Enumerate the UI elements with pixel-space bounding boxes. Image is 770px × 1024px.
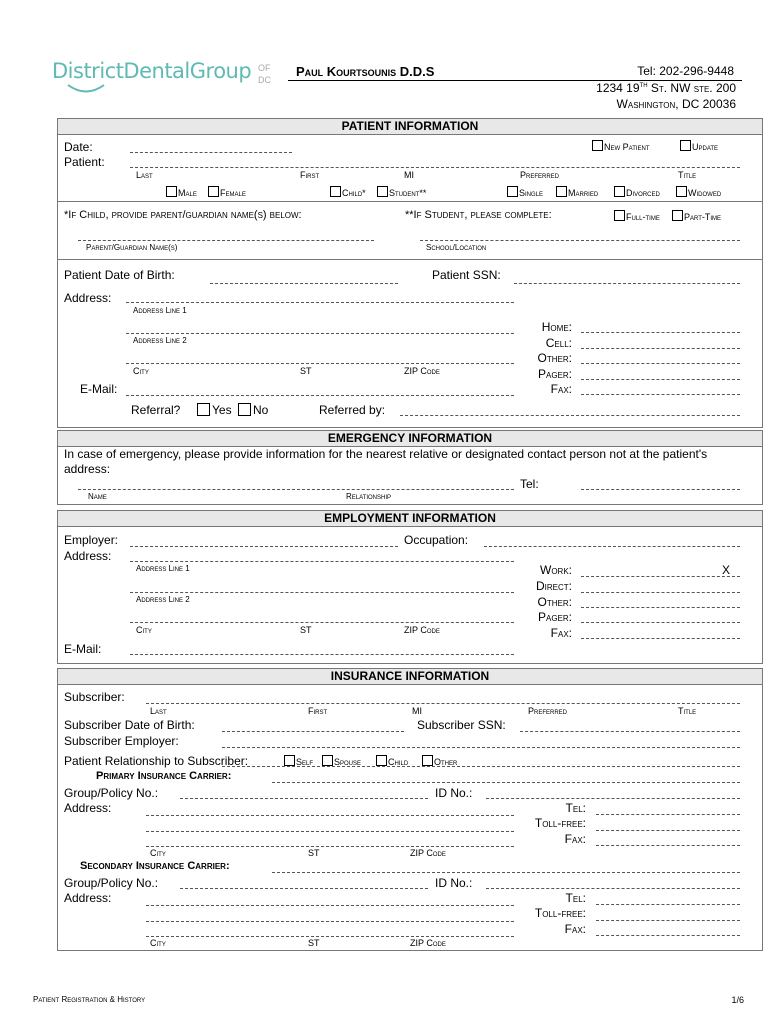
- widowed-checkbox[interactable]: Widowed: [676, 186, 721, 198]
- emergency-info-header: EMERGENCY INFORMATION: [57, 430, 763, 447]
- referral-label: Referral?: [131, 403, 181, 417]
- home-phone-field[interactable]: [581, 332, 740, 333]
- doctor-name: Paul Kourtsounis D.D.S: [296, 64, 435, 79]
- employment-info-header: EMPLOYMENT INFORMATION: [57, 510, 763, 527]
- referral-yes-checkbox[interactable]: Yes: [197, 403, 232, 417]
- rel-self-checkbox[interactable]: Self: [284, 755, 313, 767]
- guardian-field[interactable]: [78, 240, 374, 241]
- sub-mi-label: MI: [412, 706, 422, 716]
- employer-pager-field[interactable]: [581, 622, 740, 623]
- employer-label: Employer:: [64, 533, 119, 547]
- primary-address-line1-field[interactable]: [146, 815, 514, 816]
- patient-label: Patient:: [64, 155, 105, 169]
- direct-phone-field[interactable]: [581, 592, 740, 593]
- secondary-address-line1-field[interactable]: [146, 905, 514, 906]
- rel-other-checkbox[interactable]: Other: [422, 755, 457, 767]
- primary-group-field[interactable]: [180, 798, 428, 799]
- name-last-label: Last: [136, 170, 153, 180]
- primary-carrier-label: Primary Insurance Carrier:: [96, 770, 232, 782]
- logo-of: OF: [258, 63, 271, 73]
- name-preferred-label: Preferred: [520, 170, 560, 180]
- secondary-address-line3-field[interactable]: [146, 936, 514, 937]
- primary-tel-field[interactable]: [596, 814, 740, 815]
- city-state-zip-field[interactable]: [126, 363, 514, 364]
- subscriber-label: Subscriber:: [64, 690, 125, 704]
- married-checkbox[interactable]: Married: [556, 186, 598, 198]
- footer-title: Patient Registration & History: [33, 995, 146, 1004]
- emergency-name-field[interactable]: [78, 489, 514, 490]
- insurance-info-header: INSURANCE INFORMATION: [57, 668, 763, 685]
- city-label: City: [133, 366, 149, 376]
- primary-tollfree-field[interactable]: [596, 830, 740, 831]
- secondary-tel-label: Tel:: [565, 891, 586, 905]
- home-label: Home:: [541, 320, 572, 334]
- st-label: ST: [300, 366, 312, 376]
- sub-dob-field[interactable]: [222, 731, 404, 732]
- primary-fax-field[interactable]: [596, 845, 740, 846]
- primary-id-label: ID No.:: [435, 786, 473, 800]
- logo-smile-icon: [66, 82, 106, 96]
- full-time-checkbox[interactable]: Full-time: [614, 210, 660, 222]
- female-checkbox[interactable]: Female: [208, 186, 246, 198]
- dob-label: Patient Date of Birth:: [64, 268, 175, 282]
- dob-field[interactable]: [210, 283, 398, 284]
- secondary-tollfree-field[interactable]: [596, 920, 740, 921]
- pager-label: Pager:: [537, 367, 572, 381]
- patient-name-field[interactable]: [130, 167, 740, 168]
- secondary-st-label: ST: [308, 938, 320, 948]
- email-label: E-Mail:: [80, 382, 118, 396]
- patient-info-header: PATIENT INFORMATION: [57, 118, 763, 135]
- page-number: 1/6: [731, 995, 744, 1005]
- secondary-fax-label: Fax:: [564, 922, 586, 936]
- school-field[interactable]: [420, 240, 740, 241]
- fax-field[interactable]: [581, 394, 740, 395]
- employer-fax-label: Fax:: [550, 626, 572, 640]
- primary-address-line3-field[interactable]: [146, 846, 514, 847]
- logo-text: DistrictDentalGroup: [52, 59, 252, 83]
- subscriber-name-field[interactable]: [146, 703, 740, 704]
- employer-address-line1-label: Address Line 1: [136, 564, 190, 573]
- secondary-fax-field[interactable]: [596, 935, 740, 936]
- if-child-note: *If Child, provide parent/guardian name(s) below:: [64, 209, 302, 221]
- employer-address-label: Address:: [64, 549, 112, 563]
- emergency-tel-label: Tel:: [520, 477, 539, 491]
- rel-child-checkbox[interactable]: Child: [376, 755, 408, 767]
- name-first-label: First: [300, 170, 320, 180]
- secondary-id-field[interactable]: [486, 888, 740, 889]
- emergency-tel-field[interactable]: [581, 489, 740, 490]
- sub-ssn-field[interactable]: [520, 731, 740, 732]
- secondary-carrier-field[interactable]: [272, 872, 740, 873]
- referred-by-label: Referred by:: [319, 403, 386, 417]
- primary-city-label: City: [150, 848, 166, 858]
- primary-zip-label: ZIP Code: [410, 848, 446, 858]
- part-time-checkbox[interactable]: Part-Time: [672, 210, 721, 222]
- referred-by-field[interactable]: [400, 415, 740, 416]
- sub-employer-label: Subscriber Employer:: [64, 734, 179, 748]
- work-phone-value: X: [722, 563, 731, 577]
- primary-st-label: ST: [308, 848, 320, 858]
- school-label: School/Location: [426, 243, 487, 252]
- secondary-group-label: Group/Policy No.:: [64, 876, 159, 890]
- sub-employer-field[interactable]: [222, 747, 740, 748]
- secondary-group-field[interactable]: [180, 888, 428, 889]
- employer-zip-label: ZIP Code: [404, 625, 440, 635]
- employer-email-field[interactable]: [130, 654, 514, 655]
- secondary-tel-field[interactable]: [596, 904, 740, 905]
- fax-label: Fax:: [550, 382, 572, 396]
- date-field[interactable]: [130, 152, 292, 153]
- secondary-city-label: City: [150, 938, 166, 948]
- logo: [52, 59, 251, 83]
- emergency-relationship-label: Relationship: [346, 492, 392, 501]
- address-label: Address:: [64, 291, 112, 305]
- address-line1-field[interactable]: [126, 302, 514, 303]
- employer-address-line2-label: Address Line 2: [136, 595, 190, 604]
- name-mi-label: MI: [404, 170, 414, 180]
- direct-label: Direct:: [536, 579, 572, 593]
- secondary-zip-label: ZIP Code: [410, 938, 446, 948]
- emergency-name-label: Name: [88, 492, 107, 501]
- secondary-address-line2-field[interactable]: [146, 921, 514, 922]
- ssn-label: Patient SSN:: [432, 268, 501, 282]
- primary-tel-label: Tel:: [565, 801, 586, 815]
- address-line2-label: Address Line 2: [133, 336, 187, 345]
- primary-carrier-field[interactable]: [272, 782, 740, 783]
- cell-label: Cell:: [545, 336, 572, 350]
- male-checkbox[interactable]: Male: [166, 186, 197, 198]
- cell-phone-field[interactable]: [581, 348, 740, 349]
- employer-other-field[interactable]: [581, 607, 740, 608]
- date-label: Date:: [64, 140, 93, 154]
- employer-city-field[interactable]: [130, 622, 514, 623]
- primary-group-label: Group/Policy No.:: [64, 786, 159, 800]
- city-state-zip: Washington, DC 20036: [616, 97, 736, 111]
- employer-pager-label: Pager:: [537, 610, 572, 624]
- address-line1-label: Address Line 1: [133, 306, 187, 315]
- employer-address-line2-field[interactable]: [130, 592, 514, 593]
- sub-first-label: First: [308, 706, 328, 716]
- employer-field[interactable]: [130, 546, 398, 547]
- rel-spouse-checkbox[interactable]: Spouse: [322, 755, 361, 767]
- other-phone-field[interactable]: [581, 363, 740, 364]
- primary-address-label: Address:: [64, 801, 112, 815]
- email-field[interactable]: [126, 395, 514, 396]
- relationship-label: Patient Relationship to Subscriber:: [64, 754, 249, 768]
- address-line2-field[interactable]: [126, 333, 514, 334]
- if-student-note: **If Student, please complete:: [405, 209, 552, 221]
- employer-address-line1-field[interactable]: [130, 561, 514, 562]
- referral-no-checkbox[interactable]: No: [238, 403, 268, 417]
- secondary-carrier-label: Secondary Insurance Carrier:: [80, 860, 230, 872]
- new-patient-checkbox[interactable]: New Patient: [592, 140, 650, 152]
- student-checkbox[interactable]: Student**: [377, 186, 426, 198]
- secondary-tollfree-label: Toll-free:: [534, 906, 586, 920]
- work-label: Work:: [540, 563, 572, 577]
- secondary-address-label: Address:: [64, 891, 112, 905]
- street-address: 1234 19TH St. NW ste. 200: [596, 81, 736, 95]
- primary-fax-label: Fax:: [564, 832, 586, 846]
- sub-preferred-label: Preferred: [528, 706, 568, 716]
- logo-dc: DC: [258, 75, 271, 85]
- name-title-label: Title: [678, 170, 697, 180]
- occupation-label: Occupation:: [404, 533, 469, 547]
- employer-city-label: City: [136, 625, 152, 635]
- other-label: Other:: [537, 351, 572, 365]
- employer-fax-field[interactable]: [581, 638, 740, 639]
- primary-id-field[interactable]: [486, 798, 740, 799]
- guardian-label: Parent/Guardian Name(s): [86, 243, 178, 252]
- employer-st-label: ST: [300, 625, 312, 635]
- sub-dob-label: Subscriber Date of Birth:: [64, 718, 195, 732]
- primary-address-line2-field[interactable]: [146, 831, 514, 832]
- secondary-id-label: ID No.:: [435, 876, 473, 890]
- relationship-field[interactable]: [222, 766, 740, 767]
- pager-field[interactable]: [581, 379, 740, 380]
- ssn-field[interactable]: [514, 283, 740, 284]
- child-checkbox[interactable]: Child*: [330, 186, 366, 198]
- sub-ssn-label: Subscriber SSN:: [417, 718, 506, 732]
- primary-tollfree-label: Toll-free:: [534, 816, 586, 830]
- single-checkbox[interactable]: Single: [507, 186, 543, 198]
- emergency-instructions: In case of emergency, please provide information for the nearest relative or designated contact person not at the patient's: [64, 447, 708, 461]
- emergency-instructions-2: address:: [64, 462, 111, 476]
- employer-email-label: E-Mail:: [64, 642, 102, 656]
- divorced-checkbox[interactable]: Divorced: [614, 186, 660, 198]
- sub-last-label: Last: [150, 706, 167, 716]
- zip-label: ZIP Code: [404, 366, 440, 376]
- occupation-field[interactable]: [484, 546, 740, 547]
- employer-other-label: Other:: [537, 595, 572, 609]
- work-phone-field[interactable]: [581, 576, 740, 577]
- sub-title-label: Title: [678, 706, 697, 716]
- phone: Tel: 202-296-9448: [637, 64, 734, 78]
- update-checkbox[interactable]: Update: [680, 140, 718, 152]
